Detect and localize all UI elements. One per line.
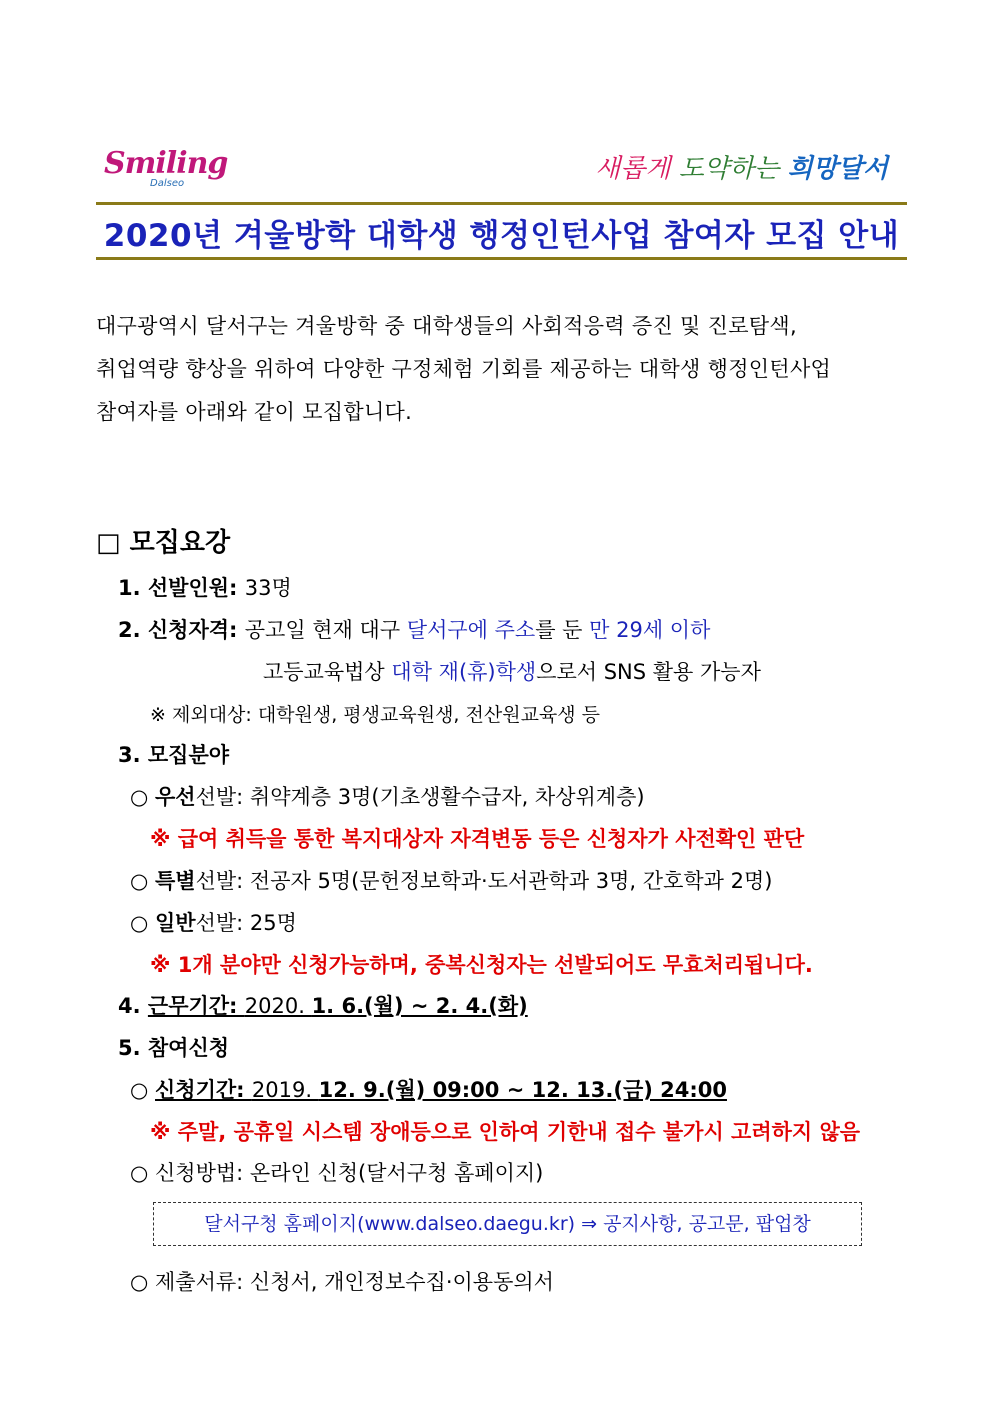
- item4-year: 2020.: [244, 994, 312, 1018]
- slogan-part3: 희망달서: [787, 154, 888, 184]
- circle-bullet: ○: [130, 911, 149, 935]
- section-heading: □ 모집요강: [96, 528, 231, 558]
- circle-bullet: ○: [130, 1161, 149, 1185]
- page-title: 2020년 겨울방학 대학생 행정인턴사업 참여자 모집 안내: [103, 218, 900, 254]
- field-priority-bold: 우선: [155, 785, 196, 809]
- title-rule-top: [96, 202, 907, 205]
- item4-dates: 1. 6.(월) ~ 2. 4.(화): [311, 994, 528, 1018]
- item2-age-highlight: 만 29세 이하: [589, 618, 711, 642]
- slogan-part1: 새롭게: [595, 154, 679, 184]
- logo-subtext: Dalseo: [150, 178, 185, 189]
- field-priority-note: ※ 급여 취득을 통한 복지대상자 자격변동 등은 신청자가 사전확인 판단: [150, 827, 805, 851]
- item2-text2: 고등교육법상: [263, 660, 392, 684]
- field-priority-text: 선발: 취약계층 3명(기초생활수급자, 차상위계층): [195, 785, 645, 809]
- item2-text1-mid: 를 둔: [535, 618, 590, 642]
- item2-address-highlight: 달서구에 주소: [406, 618, 536, 642]
- title-rule-bottom: [96, 257, 907, 260]
- item2-label: 2. 신청자격:: [118, 618, 245, 642]
- apply-period-year: 2019.: [251, 1078, 319, 1102]
- logo-wordmark: Smiling: [104, 146, 228, 181]
- item-fields-label: 3. 모집분야: [118, 743, 230, 767]
- item2-student-highlight: 대학 재(휴)학생: [391, 660, 537, 684]
- item1-value: 33명: [244, 576, 292, 600]
- exclusion-note: ※ 제외대상: 대학원생, 평생교육원생, 전산원교육생 등: [150, 704, 601, 726]
- item4-label: 근무기간:: [147, 994, 245, 1018]
- circle-bullet: ○: [130, 869, 149, 893]
- item-recruit-count: [118, 572, 292, 602]
- apply-method-text: 신청방법: 온라인 신청(달서구청 홈페이지): [155, 1161, 544, 1185]
- required-documents: [130, 1266, 554, 1296]
- field-special-bold: 특별: [155, 869, 196, 893]
- apply-period-note: ※ 주말, 공휴일 시스템 장애등으로 인하여 기한내 접수 불가시 고려하지 않음: [150, 1120, 861, 1144]
- field-special-text: 선발: 전공자 5명(문헌정보학과·도서관학과 3명, 간호학과 2명): [195, 869, 773, 893]
- circle-bullet: ○: [130, 1270, 149, 1294]
- field-general-text: 선발: 25명: [195, 911, 297, 935]
- apply-period-dates: 12. 9.(월) 09:00 ~ 12. 13.(금) 24:00: [318, 1078, 727, 1102]
- item4-number: 4.: [118, 994, 148, 1018]
- intro-line-2: 취업역량 향상을 위하여 다양한 구정체험 기회를 제공하는 대학생 행정인턴사업: [96, 357, 832, 381]
- homepage-path-box: 달서구청 홈페이지(www.dalseo.daegu.kr) ⇒ 공지사항, 공고문, 팝업창: [153, 1202, 862, 1246]
- field-general: [130, 907, 297, 937]
- field-special: [130, 865, 772, 895]
- item2-text2-end: 으로서 SNS 활용 가능자: [536, 660, 761, 684]
- item-apply-label: 5. 참여신청: [118, 1036, 230, 1060]
- field-general-bold: 일반: [155, 911, 196, 935]
- required-documents-text: 제출서류: 신청서, 개인정보수집·이용동의서: [155, 1270, 554, 1294]
- item2-text1: 공고일 현재 대구: [244, 618, 407, 642]
- apply-method: [130, 1157, 543, 1187]
- circle-bullet: ○: [130, 1078, 149, 1102]
- intro-line-1: 대구광역시 달서구는 겨울방학 중 대학생들의 사회적응력 증진 및 진로탐색,: [96, 314, 797, 338]
- item-eligibility: [118, 614, 710, 644]
- item-eligibility-line2: [263, 656, 761, 686]
- item-work-period: [118, 990, 528, 1020]
- apply-period-label: 신청기간:: [155, 1078, 252, 1102]
- circle-bullet: ○: [130, 785, 149, 809]
- intro-line-3: 참여자를 아래와 같이 모집합니다.: [96, 400, 413, 424]
- apply-period: [130, 1074, 727, 1104]
- item1-label: 1. 선발인원:: [118, 576, 245, 600]
- field-general-note: ※ 1개 분야만 신청가능하며, 중복신청자는 선발되어도 무효처리됩니다.: [150, 953, 813, 977]
- slogan-logo: [595, 148, 888, 185]
- smiling-dalseo-logo: [104, 146, 228, 192]
- slogan-part2: 도약하는: [678, 154, 788, 184]
- field-priority: [130, 781, 645, 811]
